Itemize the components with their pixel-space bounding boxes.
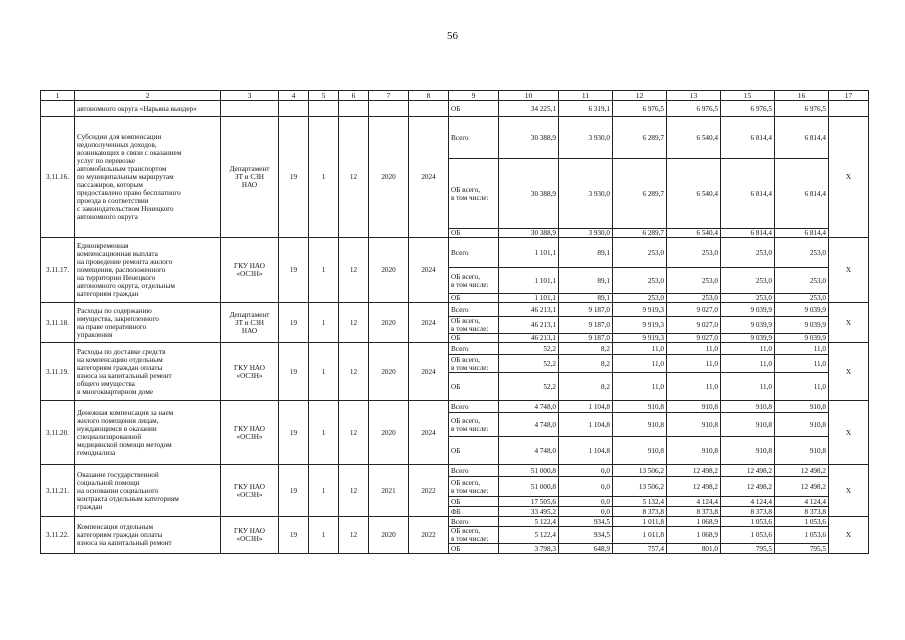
- item-name: автономного округа «Нарьяна вындер»: [75, 101, 221, 117]
- value-cell: 17 505,6: [499, 497, 559, 507]
- header-cell: 15: [721, 91, 775, 101]
- value-cell: 46 213,1: [499, 303, 559, 317]
- value-cell: 910,8: [613, 437, 667, 465]
- value-cell: 9 187,0: [559, 303, 613, 317]
- item-mark: X: [829, 238, 869, 303]
- header-cell: 3: [221, 91, 279, 101]
- source-label: Всего: [449, 303, 499, 317]
- value-cell: 8 373,8: [721, 507, 775, 517]
- header-cell: 12: [613, 91, 667, 101]
- value-cell: 910,8: [775, 413, 829, 437]
- item-name: Компенсация отдельным категориям граждан оплаты взноса на капитальный ремонт: [75, 517, 221, 554]
- value-cell: 30 388,9: [499, 159, 559, 229]
- item-c8: 2022: [409, 517, 449, 554]
- item-code: 3.11.21.: [41, 465, 75, 517]
- header-cell: 7: [369, 91, 409, 101]
- value-cell: 4 124,4: [775, 497, 829, 507]
- value-cell: 4 748,0: [499, 401, 559, 413]
- source-label: ОБ: [449, 101, 499, 117]
- value-cell: 11,0: [721, 355, 775, 373]
- value-cell: 13 506,2: [613, 477, 667, 497]
- value-cell: 1 104,8: [559, 401, 613, 413]
- item-name: Расходы по доставке средств на компенсацию отдельным категориям граждан оплаты взноса на капитальный ремонт общего имущества в многоквартирном доме: [75, 343, 221, 401]
- value-cell: 8,2: [559, 373, 613, 401]
- value-cell: 9 919,3: [613, 317, 667, 334]
- item-organization: Департамент ЗТ и СЗН НАО: [221, 117, 279, 238]
- source-label: ОБ: [449, 294, 499, 303]
- value-cell: 253,0: [775, 268, 829, 294]
- item-c6: 12: [339, 401, 369, 465]
- value-cell: 11,0: [613, 343, 667, 355]
- header-cell: 10: [499, 91, 559, 101]
- value-cell: 12 498,2: [667, 465, 721, 477]
- source-label: ОБ: [449, 229, 499, 238]
- item-c5: 1: [309, 117, 339, 238]
- item-organization: ГКУ НАО «ОСЗН»: [221, 517, 279, 554]
- header-cell: 9: [449, 91, 499, 101]
- item-mark: X: [829, 117, 869, 238]
- value-cell: 4 748,0: [499, 413, 559, 437]
- header-cell: 4: [279, 91, 309, 101]
- value-cell: 12 498,2: [775, 477, 829, 497]
- item-name: Единовременная компенсационная выплата на проведение ремонта жилого помещения, расположенного на территории Ненецкого автономного округа, отдельным категориям граждан: [75, 238, 221, 303]
- item-c4: 19: [279, 517, 309, 554]
- source-label: ОБ всего, в том числе:: [449, 268, 499, 294]
- value-cell: 51 000,8: [499, 477, 559, 497]
- value-cell: 34 225,1: [499, 101, 559, 117]
- value-cell: 12 498,2: [721, 465, 775, 477]
- value-cell: 1 011,8: [613, 527, 667, 544]
- value-cell: 801,0: [667, 544, 721, 554]
- value-cell: 11,0: [613, 373, 667, 401]
- cell-empty: [339, 101, 369, 117]
- value-cell: 9 039,9: [775, 303, 829, 317]
- item-c5: 1: [309, 465, 339, 517]
- value-cell: 9 039,9: [775, 317, 829, 334]
- value-cell: 6 289,7: [613, 117, 667, 159]
- source-label: ОБ: [449, 437, 499, 465]
- value-cell: 934,5: [559, 517, 613, 527]
- value-cell: 6 814,4: [721, 229, 775, 238]
- page-number: 56: [447, 30, 458, 42]
- table-row: [41, 517, 869, 527]
- item-c5: 1: [309, 303, 339, 343]
- value-cell: 6 540,4: [667, 159, 721, 229]
- header-cell: 5: [309, 91, 339, 101]
- value-cell: 52,2: [499, 343, 559, 355]
- value-cell: 1 104,8: [559, 437, 613, 465]
- item-c7: 2021: [369, 465, 409, 517]
- value-cell: 910,8: [721, 401, 775, 413]
- item-c7: 2020: [369, 303, 409, 343]
- value-cell: 253,0: [667, 294, 721, 303]
- item-c6: 12: [339, 303, 369, 343]
- item-c8: 2024: [409, 117, 449, 238]
- item-organization: Департамент ЗТ и СЗН НАО: [221, 303, 279, 343]
- item-organization: ГКУ НАО «ОСЗН»: [221, 401, 279, 465]
- value-cell: 11,0: [775, 343, 829, 355]
- source-label: ОБ: [449, 544, 499, 554]
- value-cell: 8,2: [559, 343, 613, 355]
- item-c4: 19: [279, 343, 309, 401]
- source-label: Всего: [449, 517, 499, 527]
- value-cell: 253,0: [721, 268, 775, 294]
- table-row: [41, 401, 869, 413]
- value-cell: 89,1: [559, 294, 613, 303]
- value-cell: 6 976,5: [613, 101, 667, 117]
- item-c7: 2020: [369, 517, 409, 554]
- cell-empty: [221, 101, 279, 117]
- value-cell: 6 540,4: [667, 117, 721, 159]
- value-cell: 5 122,4: [499, 517, 559, 527]
- value-cell: 253,0: [721, 294, 775, 303]
- item-c8: 2022: [409, 465, 449, 517]
- item-c5: 1: [309, 238, 339, 303]
- value-cell: 6 814,4: [775, 229, 829, 238]
- value-cell: 8 373,8: [775, 507, 829, 517]
- header-cell: 13: [667, 91, 721, 101]
- item-code: 3.11.22.: [41, 517, 75, 554]
- value-cell: 3 798,3: [499, 544, 559, 554]
- value-cell: 9 027,0: [667, 334, 721, 343]
- value-cell: 6 814,4: [721, 159, 775, 229]
- value-cell: 795,5: [775, 544, 829, 554]
- value-cell: 253,0: [613, 268, 667, 294]
- value-cell: 11,0: [667, 373, 721, 401]
- value-cell: 253,0: [667, 268, 721, 294]
- value-cell: 52,2: [499, 355, 559, 373]
- item-c4: 19: [279, 303, 309, 343]
- item-organization: ГКУ НАО «ОСЗН»: [221, 343, 279, 401]
- value-cell: 6 814,4: [775, 117, 829, 159]
- value-cell: 6 540,4: [667, 229, 721, 238]
- item-code: 3.11.17.: [41, 238, 75, 303]
- value-cell: 6 289,7: [613, 229, 667, 238]
- item-c7: 2020: [369, 238, 409, 303]
- value-cell: 11,0: [775, 373, 829, 401]
- value-cell: 1 053,6: [775, 527, 829, 544]
- item-mark: X: [829, 343, 869, 401]
- cell-empty: [41, 101, 75, 117]
- value-cell: 910,8: [613, 401, 667, 413]
- item-c8: 2024: [409, 343, 449, 401]
- item-organization: ГКУ НАО «ОСЗН»: [221, 238, 279, 303]
- value-cell: 9 039,9: [721, 303, 775, 317]
- value-cell: 795,5: [721, 544, 775, 554]
- value-cell: 12 498,2: [721, 477, 775, 497]
- source-label: Всего: [449, 465, 499, 477]
- table-row: [41, 303, 869, 317]
- source-label: ФБ: [449, 507, 499, 517]
- item-c6: 12: [339, 238, 369, 303]
- source-label: Всего: [449, 401, 499, 413]
- value-cell: 910,8: [721, 437, 775, 465]
- source-label: Всего: [449, 343, 499, 355]
- value-cell: 910,8: [775, 401, 829, 413]
- value-cell: 6 976,5: [775, 101, 829, 117]
- value-cell: 13 506,2: [613, 465, 667, 477]
- value-cell: 51 000,8: [499, 465, 559, 477]
- table-row: [41, 343, 869, 355]
- value-cell: 0,0: [559, 497, 613, 507]
- value-cell: 11,0: [667, 355, 721, 373]
- value-cell: 253,0: [775, 238, 829, 268]
- value-cell: 0,0: [559, 465, 613, 477]
- value-cell: 253,0: [721, 238, 775, 268]
- value-cell: 1 068,9: [667, 527, 721, 544]
- value-cell: 12 498,2: [667, 477, 721, 497]
- item-name: Субсидии для компенсации недополученных доходов, возникающих в связи с оказанием услуг по перевозке автомобильным транспортом по муниципальным маршрутам пассажиров, которым предоставлено право бесплатного проезда в соответствии с законодательством Ненецкого автономного округа: [75, 117, 221, 238]
- value-cell: 89,1: [559, 268, 613, 294]
- value-cell: 11,0: [721, 373, 775, 401]
- item-c4: 19: [279, 238, 309, 303]
- item-c6: 12: [339, 517, 369, 554]
- value-cell: 910,8: [667, 413, 721, 437]
- value-cell: 9 039,9: [721, 317, 775, 334]
- header-cell: 2: [75, 91, 221, 101]
- value-cell: 4 748,0: [499, 437, 559, 465]
- item-mark: X: [829, 401, 869, 465]
- value-cell: 910,8: [667, 437, 721, 465]
- value-cell: 253,0: [613, 294, 667, 303]
- value-cell: 3 930,0: [559, 229, 613, 238]
- value-cell: 46 213,1: [499, 334, 559, 343]
- source-label: Всего: [449, 117, 499, 159]
- value-cell: 1 104,8: [559, 413, 613, 437]
- value-cell: 89,1: [559, 238, 613, 268]
- source-label: ОБ всего, в том числе:: [449, 413, 499, 437]
- value-cell: 9 027,0: [667, 303, 721, 317]
- source-label: ОБ: [449, 497, 499, 507]
- item-code: 3.11.19.: [41, 343, 75, 401]
- value-cell: 12 498,2: [775, 465, 829, 477]
- value-cell: 1 053,6: [721, 527, 775, 544]
- value-cell: 11,0: [721, 343, 775, 355]
- source-label: ОБ всего, в том числе:: [449, 159, 499, 229]
- item-c5: 1: [309, 517, 339, 554]
- source-label: ОБ всего, в том числе:: [449, 477, 499, 497]
- value-cell: 1 101,1: [499, 238, 559, 268]
- value-cell: 910,8: [775, 437, 829, 465]
- value-cell: 3 930,0: [559, 117, 613, 159]
- item-c4: 19: [279, 117, 309, 238]
- value-cell: 5 132,4: [613, 497, 667, 507]
- item-c7: 2020: [369, 401, 409, 465]
- program-table: [40, 90, 869, 554]
- value-cell: 253,0: [775, 294, 829, 303]
- value-cell: 4 124,4: [667, 497, 721, 507]
- value-cell: 46 213,1: [499, 317, 559, 334]
- table-row: [41, 117, 869, 159]
- value-cell: 1 011,8: [613, 517, 667, 527]
- item-mark: X: [829, 465, 869, 517]
- value-cell: 9 187,0: [559, 334, 613, 343]
- value-cell: 8 373,8: [613, 507, 667, 517]
- value-cell: 910,8: [667, 401, 721, 413]
- value-cell: 11,0: [613, 355, 667, 373]
- header-cell: 6: [339, 91, 369, 101]
- item-c4: 19: [279, 401, 309, 465]
- value-cell: 9 027,0: [667, 317, 721, 334]
- header-cell: 17: [829, 91, 869, 101]
- value-cell: 6 289,7: [613, 159, 667, 229]
- value-cell: 757,4: [613, 544, 667, 554]
- value-cell: 9 919,3: [613, 334, 667, 343]
- item-c8: 2024: [409, 238, 449, 303]
- value-cell: 9 039,9: [721, 334, 775, 343]
- value-cell: 3 930,0: [559, 159, 613, 229]
- value-cell: 1 101,1: [499, 294, 559, 303]
- item-organization: ГКУ НАО «ОСЗН»: [221, 465, 279, 517]
- value-cell: 5 122,4: [499, 527, 559, 544]
- item-c4: 19: [279, 465, 309, 517]
- value-cell: 33 495,2: [499, 507, 559, 517]
- item-code: 3.11.20.: [41, 401, 75, 465]
- header-cell: 16: [775, 91, 829, 101]
- header-cell: 8: [409, 91, 449, 101]
- value-cell: 1 068,9: [667, 517, 721, 527]
- cell-empty: [309, 101, 339, 117]
- value-cell: 0,0: [559, 477, 613, 497]
- item-c5: 1: [309, 343, 339, 401]
- item-c6: 12: [339, 343, 369, 401]
- item-c6: 12: [339, 465, 369, 517]
- value-cell: 6 814,4: [721, 117, 775, 159]
- item-c7: 2020: [369, 117, 409, 238]
- item-c6: 12: [339, 117, 369, 238]
- value-cell: 6 976,5: [667, 101, 721, 117]
- value-cell: 52,2: [499, 373, 559, 401]
- value-cell: 11,0: [775, 355, 829, 373]
- cell-empty: [369, 101, 409, 117]
- value-cell: 4 124,4: [721, 497, 775, 507]
- item-c7: 2020: [369, 343, 409, 401]
- value-cell: 648,9: [559, 544, 613, 554]
- value-cell: 910,8: [613, 413, 667, 437]
- cell-empty: [829, 101, 869, 117]
- table-row: [41, 465, 869, 477]
- value-cell: 9 039,9: [775, 334, 829, 343]
- item-c8: 2024: [409, 401, 449, 465]
- value-cell: 11,0: [667, 343, 721, 355]
- cell-empty: [279, 101, 309, 117]
- item-code: 3.11.16.: [41, 117, 75, 238]
- value-cell: 9 187,0: [559, 317, 613, 334]
- value-cell: 8 373,8: [667, 507, 721, 517]
- item-name: Оказание государственной социальной помощи на основании социального контракта отдельным категориям граждан: [75, 465, 221, 517]
- item-mark: X: [829, 303, 869, 343]
- value-cell: 1 053,6: [775, 517, 829, 527]
- item-c5: 1: [309, 401, 339, 465]
- value-cell: 8,2: [559, 355, 613, 373]
- item-name: Денежная компенсация за наем жилого помещения лицам, нуждающимся в оказании специализированной медицинской помощи методом гемодиализа: [75, 401, 221, 465]
- value-cell: 0,0: [559, 507, 613, 517]
- item-code: 3.11.18.: [41, 303, 75, 343]
- item-name: Расходы по содержанию имущества, закрепленного на праве оперативного управления: [75, 303, 221, 343]
- header-row: [41, 91, 869, 101]
- value-cell: 30 388,9: [499, 229, 559, 238]
- value-cell: 253,0: [667, 238, 721, 268]
- source-label: ОБ: [449, 373, 499, 401]
- header-cell: 11: [559, 91, 613, 101]
- value-cell: 253,0: [613, 238, 667, 268]
- table-row: [41, 101, 869, 117]
- value-cell: 910,8: [721, 413, 775, 437]
- source-label: ОБ всего, в том числе:: [449, 317, 499, 334]
- value-cell: 6 976,5: [721, 101, 775, 117]
- source-label: ОБ всего, в том числе:: [449, 527, 499, 544]
- value-cell: 30 388,9: [499, 117, 559, 159]
- value-cell: 1 053,6: [721, 517, 775, 527]
- source-label: Всего: [449, 238, 499, 268]
- value-cell: 6 319,1: [559, 101, 613, 117]
- source-label: ОБ всего, в том числе:: [449, 355, 499, 373]
- value-cell: 1 101,1: [499, 268, 559, 294]
- cell-empty: [409, 101, 449, 117]
- source-label: ОБ: [449, 334, 499, 343]
- value-cell: 934,5: [559, 527, 613, 544]
- header-cell: 1: [41, 91, 75, 101]
- value-cell: 9 919,3: [613, 303, 667, 317]
- item-c8: 2024: [409, 303, 449, 343]
- value-cell: 6 814,4: [775, 159, 829, 229]
- item-mark: X: [829, 517, 869, 554]
- table-row: [41, 238, 869, 268]
